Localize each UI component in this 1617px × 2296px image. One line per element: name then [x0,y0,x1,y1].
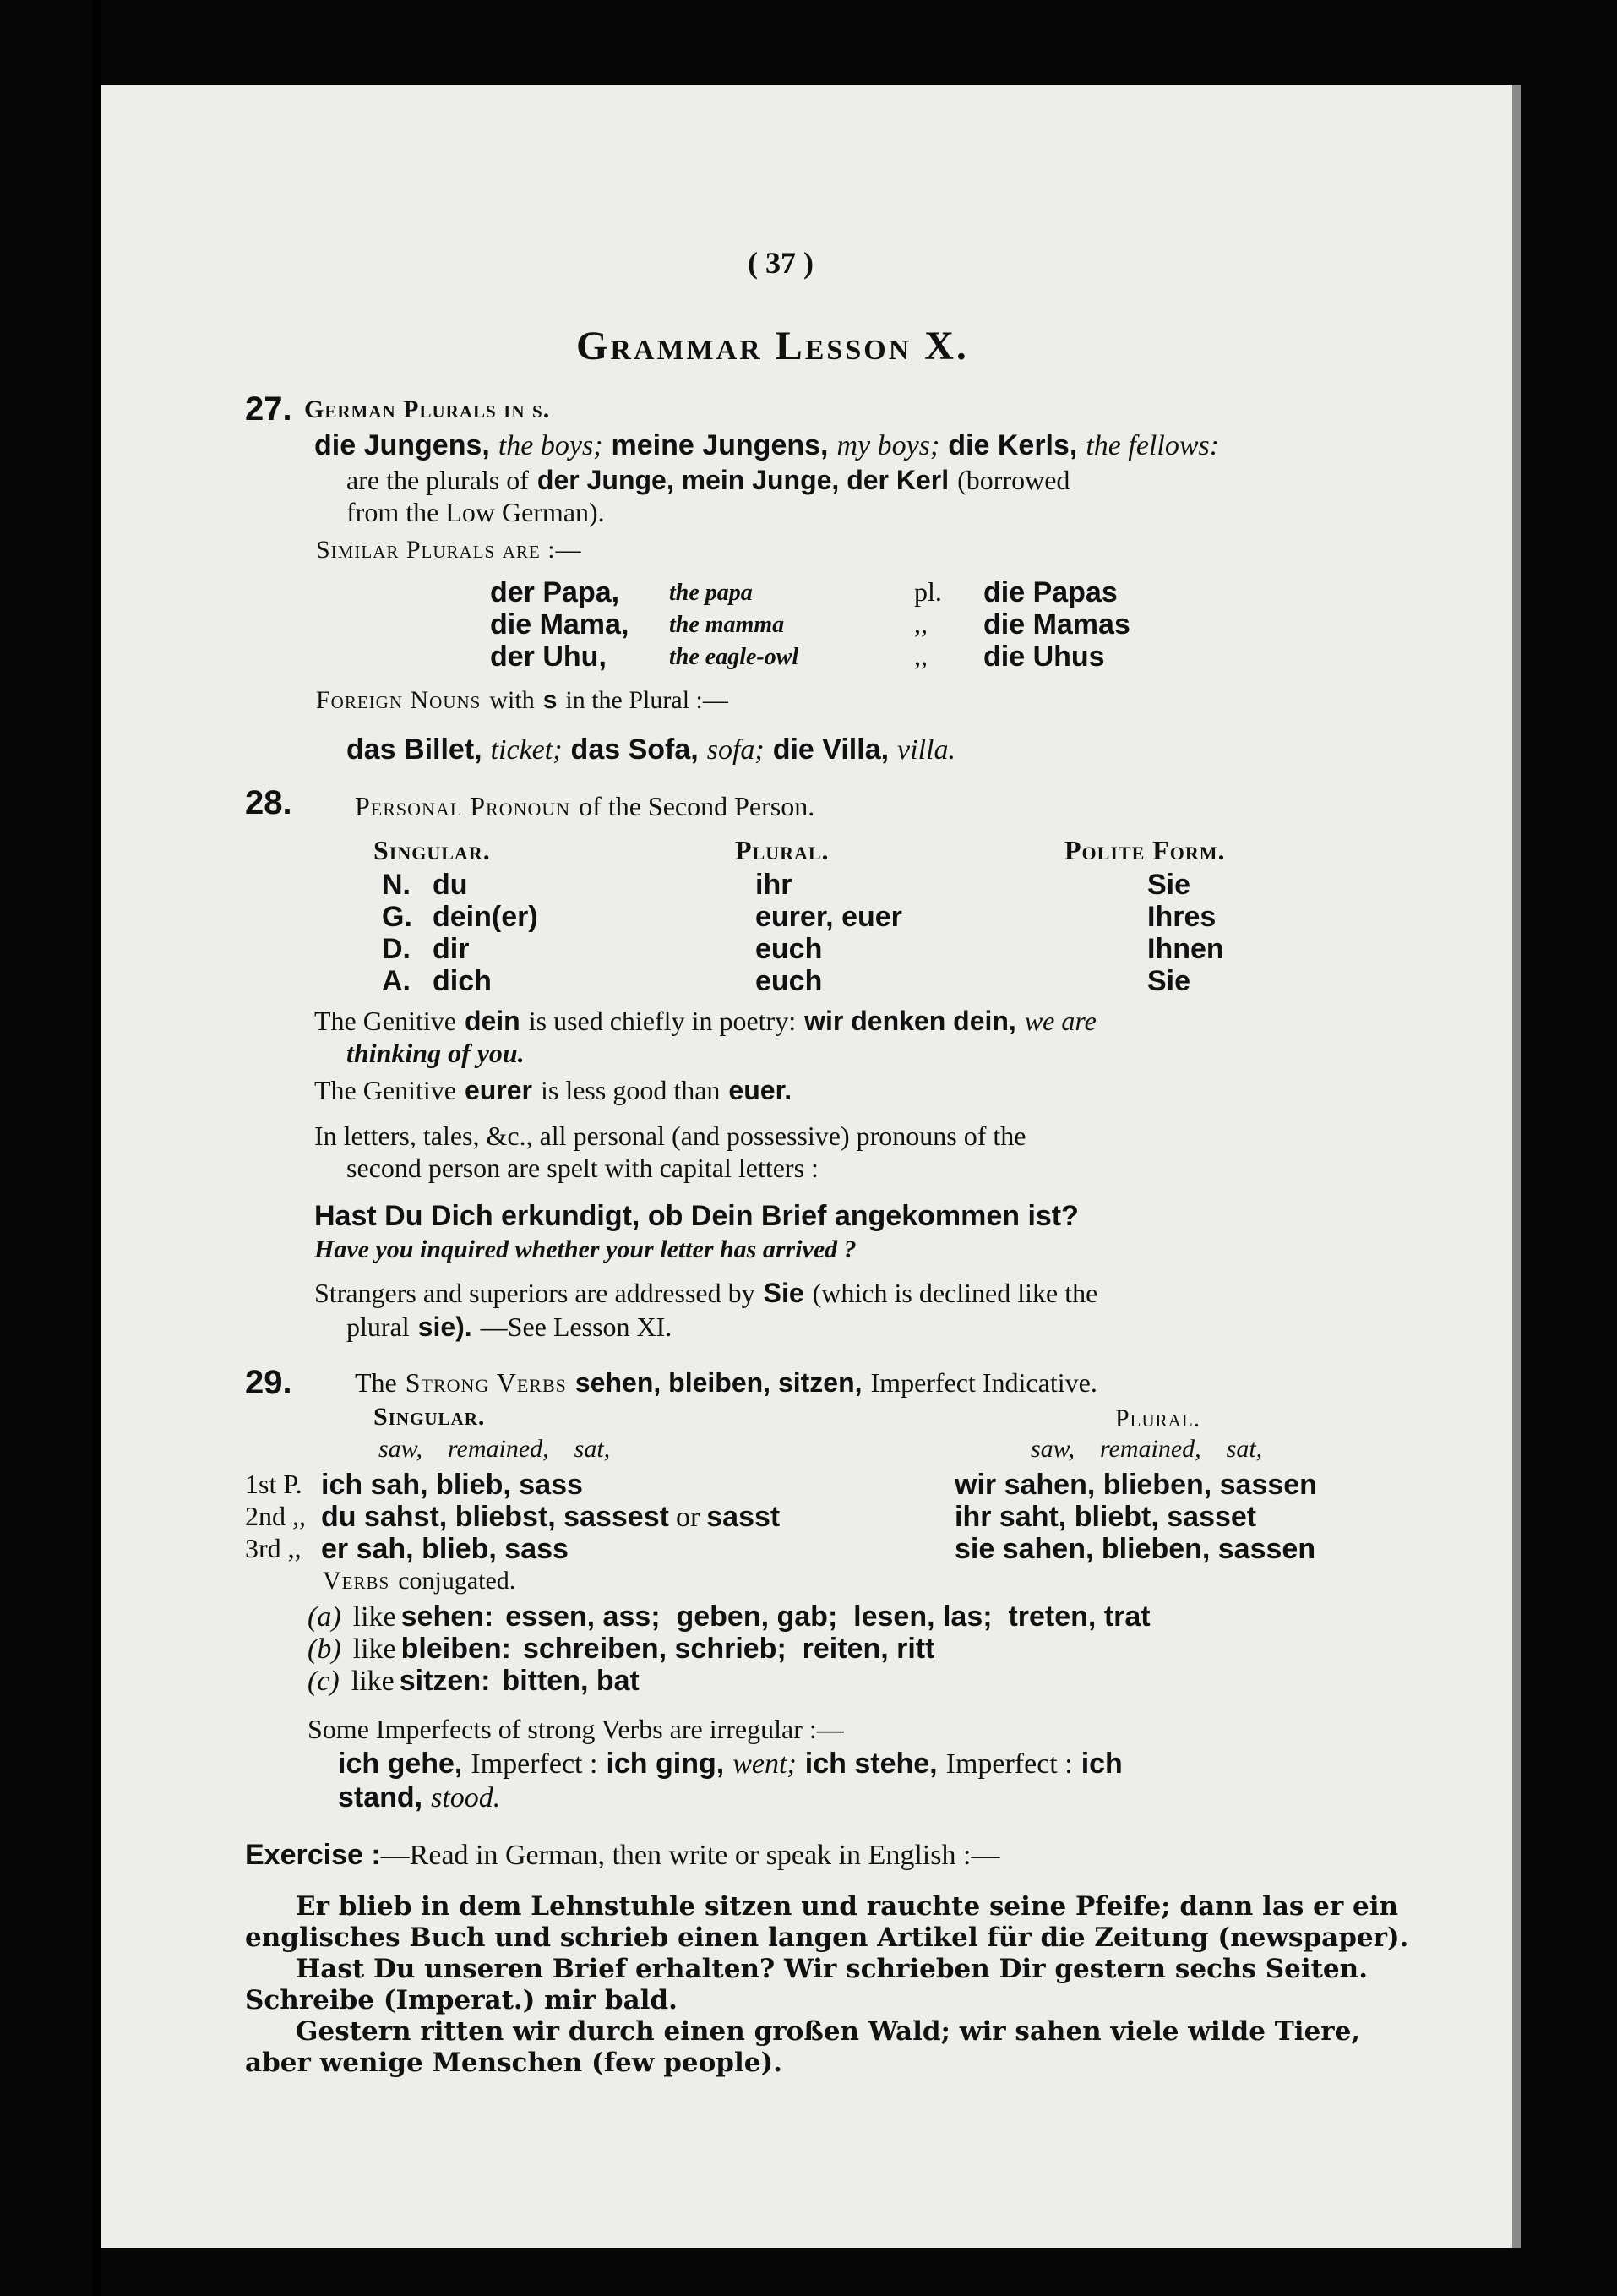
strangers-note [314,1278,1106,1309]
example-german: Hast Du Dich erkundigt, ob Dein Brief angekommen ist? [314,1200,1079,1232]
case-label: G. [382,901,412,933]
text-run: dein [464,1006,520,1036]
plural-singular-form: die Mama, [490,608,629,641]
singular-form: dich [433,965,492,997]
plural-label: Plural. [1115,1404,1201,1432]
left-binding-edge [93,0,101,2296]
person-label: 1st P. [245,1469,302,1499]
text-run: with [489,686,535,714]
similar-plurals-label: Similar Plurals are :— [316,536,582,564]
column-header-polite: Polite Form. [1064,835,1226,865]
text-run: in the Plural :— [565,686,728,714]
exercise-line: Gestern ritten wir durch einen großen Wald; wir sahen viele wilde Tiere, [296,2016,1361,2047]
plural-form: euch [755,965,823,997]
text-run: Imperfect : [945,1748,1073,1780]
text-run: Strangers and superiors are addressed by [314,1278,755,1308]
singular-conjugation [321,1501,780,1534]
text-run: das Sofa, [570,734,699,766]
page-title: Grammar Lesson X. [576,324,969,368]
plural-form: euch [755,933,823,965]
polite-form: Ihres [1147,901,1217,933]
similar-verbs: essen, ass; geben, gab; lesen, las; treten, trat [505,1601,1151,1633]
text-run: The Genitive [314,1006,456,1036]
plural-separator: ,, [914,641,928,671]
example-english: Have you inquired whether your letter has arrived ? [314,1235,857,1263]
plural-separator: pl. [914,576,942,607]
section-number: 29. [245,1364,292,1401]
item-marker: (b) [308,1633,341,1665]
irregular-example-cont [338,1781,509,1814]
person-label: 2nd ,, [245,1501,306,1531]
item-marker: (c) [308,1666,340,1697]
text-run: ticket; [490,734,563,766]
right-page-edge [1512,85,1521,2248]
alternative-form: sasst [706,1501,781,1533]
plural-form: die Mamas [983,608,1130,641]
text-run: s [542,686,558,714]
column-header-plural: Plural. [735,835,830,865]
text-run: sie). [417,1312,472,1342]
text-run: Sie [763,1278,804,1308]
text-run: of the Second Person. [579,791,815,821]
text-run: (borrowed [957,465,1070,495]
foreign-nouns-examples [346,734,964,766]
exercise-line: Schreibe (Imperat.) mir bald. [245,1985,678,2015]
text-run: the fellows: [1086,430,1220,461]
section-heading [355,791,823,822]
text-run: plural [346,1312,410,1342]
like-word: like [351,1666,395,1697]
polite-form: Sie [1147,965,1191,997]
singular-form: dein(er) [433,901,538,933]
text-run: die Kerls, [948,429,1078,461]
section-heading: German Plurals in s. [304,395,551,423]
exercise-label: Exercise : [245,1839,381,1871]
text-run: euer. [728,1075,792,1105]
plural-form: eurer, euer [755,901,902,933]
strangers-note-cont [346,1312,680,1343]
plural-gloss: the eagle-owl [669,644,799,670]
plural-form: die Papas [983,576,1118,608]
column-header-singular: Singular. [373,835,491,865]
singular-label: Singular. [373,1403,486,1431]
genitive-eurer-note [314,1075,800,1106]
letters-note-cont: second person are spelt with capital letters : [346,1153,819,1183]
text-run: we are [1024,1006,1097,1036]
plural-gloss: the mamma [669,612,785,638]
singular-form: dir [433,933,470,965]
plural-singular-form: der Uhu, [490,641,607,673]
text-run: —See Lesson XI. [480,1312,672,1342]
singular-gloss: saw, remained, sat, [378,1435,611,1463]
text-run: der Junge, mein Junge, der Kerl [536,465,950,495]
case-label: A. [382,965,411,997]
text-run: are the plurals of [346,465,529,495]
irregular-note: Some Imperfects of strong Verbs are irregular :— [308,1714,844,1744]
plural-explanation-line [346,465,1078,496]
text-run: went; [732,1748,797,1780]
exercise-line: Hast Du unseren Brief erhalten? Wir schrieben Dir gestern sechs Seiten. [296,1954,1368,1984]
verb-pattern-line [308,1601,1151,1633]
text-run: is used chiefly in poetry: [528,1006,797,1036]
exercise-line: englisches Buch und schrieb einen langen Artikel für die Zeitung (newspaper). [245,1922,1409,1953]
text-run: Strong Verbs [405,1367,567,1398]
foreign-nouns-label [316,686,737,715]
verb-pattern-line [308,1665,640,1698]
plural-explanation-cont: from the Low German). [346,497,605,527]
plural-form: die Uhus [983,641,1105,673]
singular-verb-forms: er sah, blieb, sass [321,1533,569,1565]
plural-separator: ,, [914,608,928,639]
verbs-conjugated-label [323,1567,524,1595]
plural-form: ihr [755,869,792,901]
text-run: my boys; [836,430,940,461]
text-run: the boys; [498,430,603,461]
section-heading [355,1367,1106,1399]
text-run: Foreign Nouns [316,686,482,714]
singular-conjugation [321,1533,582,1566]
exercise-intro: —Read in German, then write or speak in English :— [380,1840,1000,1871]
text-run: ich stehe, [804,1748,938,1780]
singular-verb-forms: du sahst, bliebst, sassest [321,1501,669,1533]
text-run: die Villa, [772,734,890,766]
text-run: meine Jungens, [611,429,829,461]
similar-verbs: schreiben, schrieb; reiten, ritt [522,1633,935,1665]
text-run: Verbs [323,1567,390,1595]
genitive-note [314,1006,1105,1037]
text-run: ich gehe, [338,1748,463,1780]
text-run: wir denken dein, [804,1006,1016,1036]
polite-form: Sie [1147,869,1191,901]
text-run: (which is declined like the [812,1278,1098,1308]
singular-verb-forms: ich sah, blieb, sass [321,1469,583,1501]
text-run: ich [1081,1748,1123,1780]
text-run: is less good than [540,1075,721,1105]
model-verb: bleiben: [400,1633,511,1665]
text-run: Personal Pronoun [355,791,571,821]
text-run: ich ging, [606,1748,725,1780]
like-word: like [352,1633,396,1665]
section-number: 27. [245,390,292,428]
plural-singular-form: der Papa, [490,576,620,608]
text-run: stood. [431,1782,501,1813]
book-page [101,85,1512,2248]
like-word: like [352,1601,396,1633]
genitive-note-cont: thinking of you. [346,1038,525,1068]
text-run: eurer [464,1075,532,1105]
verb-pattern-line [308,1633,934,1666]
similar-verbs: bitten, bat [502,1665,640,1697]
plural-conjugation: sie sahen, blieben, sassen [955,1533,1316,1565]
plural-conjugation: ihr saht, bliebt, sasset [955,1501,1257,1533]
irregular-example [338,1748,1131,1781]
exercise-heading [245,1839,999,1872]
item-marker: (a) [308,1601,341,1633]
text-run: sofa; [706,734,765,766]
letters-note: In letters, tales, &c., all personal (and possessive) pronouns of the [314,1121,1026,1151]
model-verb: sehen: [400,1601,494,1633]
plural-example-line [314,429,1228,462]
page-number: ( 37 ) [748,246,814,280]
plural-gloss: saw, remained, sat, [1031,1435,1263,1463]
text-run: Imperfect : [471,1748,598,1780]
alternative-word: or [675,1502,700,1533]
text-run: sehen, bleiben, sitzen, [574,1367,863,1398]
person-label: 3rd ,, [245,1533,302,1563]
exercise-line: aber wenige Menschen (few people). [245,2048,782,2078]
case-label: D. [382,933,411,965]
text-run: The [355,1367,397,1398]
plural-gloss: the papa [669,580,753,606]
case-label: N. [382,869,411,901]
text-run: villa. [897,734,956,766]
text-run: conjugated. [398,1567,516,1595]
polite-form: Ihnen [1147,933,1224,965]
text-run: Imperfect Indicative. [870,1367,1097,1398]
exercise-line: Er blieb in dem Lehnstuhle sitzen und rauchte seine Pfeife; dann las er ein [296,1891,1399,1922]
model-verb: sitzen: [399,1665,491,1697]
text-run: das Billet, [346,734,482,766]
text-run: die Jungens, [314,429,490,461]
plural-conjugation: wir sahen, blieben, sassen [955,1469,1317,1501]
text-run: The Genitive [314,1075,456,1105]
singular-form: du [433,869,468,901]
singular-conjugation [321,1469,596,1502]
text-run: stand, [338,1781,423,1813]
section-number: 28. [245,784,292,821]
